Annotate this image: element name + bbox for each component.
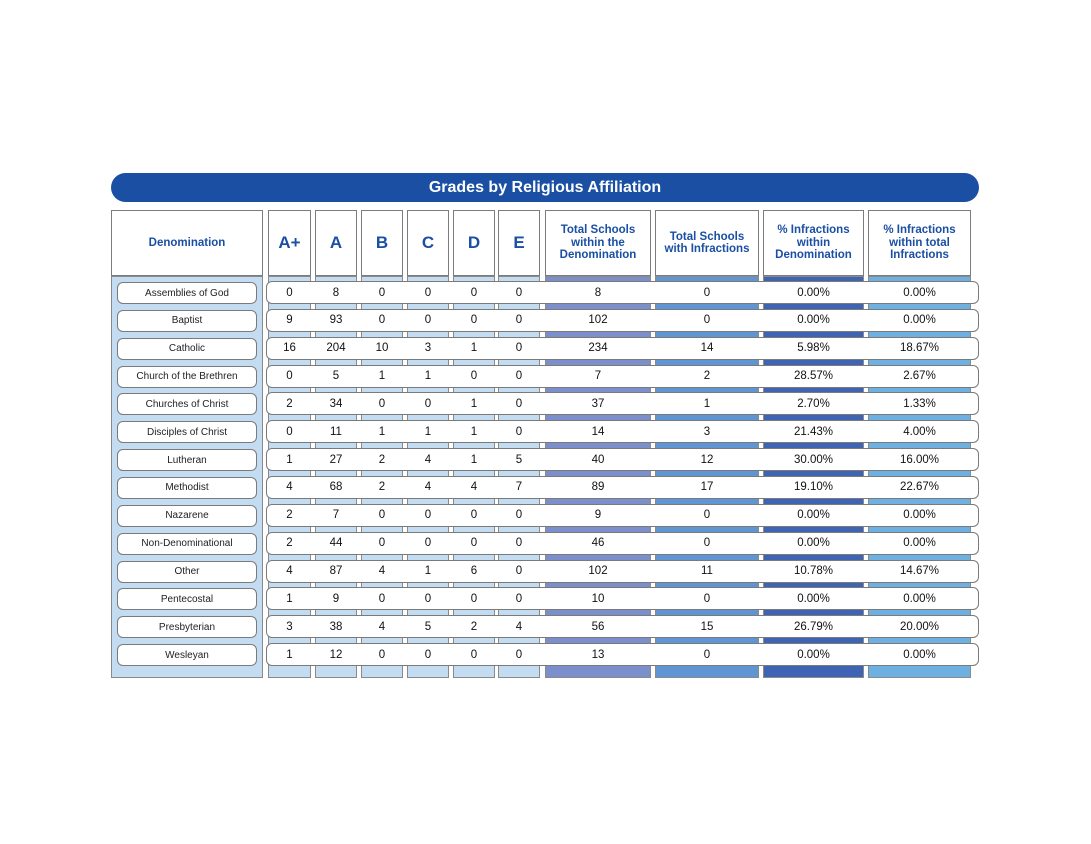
row-label: Non-Denominational [117,533,257,555]
table-cell: 93 [329,314,343,327]
table-cell: 4 [286,481,293,494]
row-label: Disciples of Christ [117,421,257,443]
table-cell: 2.70% [797,397,830,410]
table-cell: 1 [378,370,386,383]
table-cell: 0.00% [903,592,936,605]
column-header: C [407,210,449,276]
table-cell: 0 [378,648,386,661]
column-header: Total Schools with Infractions [655,210,759,276]
table-cell: 2 [286,537,293,550]
row-label: Church of the Brethren [117,366,257,388]
table-cell: 2 [378,453,386,466]
table-cell: 0.00% [903,314,936,327]
table-cell: 4 [424,453,432,466]
table-cell: 9 [594,509,602,522]
table-cell: 68 [329,481,343,494]
table-cell: 0 [703,648,711,661]
table-cell: 21.43% [793,425,833,438]
table-cell: 204 [326,342,346,355]
column-header: D [453,210,495,276]
row-label: Baptist [117,310,257,332]
table-cell: 0.00% [797,286,830,299]
table-cell: 0 [703,314,711,327]
table-cell: 4 [378,620,386,633]
table-cell: 0 [424,314,432,327]
table-cell: 15 [700,620,714,633]
row-label: Churches of Christ [117,393,257,415]
row-label: Wesleyan [117,644,257,666]
table-cell: 0 [424,537,432,550]
table-cell: 0 [378,509,386,522]
table-cell: 0 [286,370,293,383]
table-cell: 1 [703,397,711,410]
table-cell: 0 [515,425,523,438]
table-cell: 1 [470,397,478,410]
table-cell: 1 [286,592,293,605]
table-cell: 0 [378,397,386,410]
table-cell: 0.00% [903,509,936,522]
table-cell: 0 [703,509,711,522]
table-cell: 1 [424,370,432,383]
table-cell: 0 [515,592,523,605]
table-cell: 37 [591,397,605,410]
table-cell: 27 [329,453,343,466]
table-cell: 4 [378,565,386,577]
table-cell: 0 [286,425,293,438]
table-cell: 7 [332,509,340,522]
row-label: Pentecostal [117,588,257,610]
table-cell: 0 [470,370,478,383]
table-cell: 0 [515,565,523,577]
table-cell: 1 [424,565,432,577]
table-cell: 2 [286,509,293,522]
table-cell: 34 [329,397,343,410]
table-cell: 0 [515,509,523,522]
table-cell: 56 [591,620,605,633]
table-cell: 102 [588,565,608,577]
table-cell: 0 [424,592,432,605]
table-cell: 1 [470,453,478,466]
table-cell: 7 [515,481,523,494]
table-cell: 0 [515,314,523,327]
table-cell: 46 [591,537,605,550]
table-cell: 87 [329,565,343,577]
table-cell: 5.98% [797,342,830,355]
table-cell: 44 [329,537,343,550]
table-cell: 0 [424,397,432,410]
table-title: Grades by Religious Affiliation [111,173,979,202]
column-header: % Infractions within total Infractions [868,210,971,276]
table-cell: 89 [591,481,605,494]
table-cell: 0.00% [903,648,936,661]
table-cell: 4 [515,620,523,633]
table-cell: 11 [330,425,342,438]
table-cell: 11 [701,565,713,577]
table-cell: 4 [286,565,293,577]
table-cell: 14.67% [899,565,939,577]
table-cell: 0 [703,592,711,605]
table-cell: 102 [588,314,608,327]
row-label: Nazarene [117,505,257,527]
column-header: B [361,210,403,276]
table-cell: 2 [470,620,478,633]
table-cell: 3 [703,425,711,438]
table-cell: 6 [470,565,478,577]
table-cell: 5 [332,370,340,383]
table-cell: 1 [424,425,432,438]
table-cell: 0 [424,286,432,299]
table-cell: 0.00% [903,537,936,550]
table-cell: 1 [286,453,293,466]
row-label: Assemblies of God [117,282,257,304]
table-cell: 2 [703,370,711,383]
table-cell: 5 [424,620,432,633]
table-cell: 0 [378,286,386,299]
table-cell: 0 [515,537,523,550]
table-cell: 19.10% [793,481,833,494]
table-cell: 0.00% [797,648,830,661]
table-cell: 14 [700,342,714,355]
table-cell: 0.00% [903,286,936,299]
table-cell: 16.00% [899,453,939,466]
row-label: Presbyterian [117,616,257,638]
table-cell: 10 [375,342,389,355]
table-cell: 0 [515,342,523,355]
row-label: Methodist [117,477,257,499]
table-cell: 0 [470,314,478,327]
table-cell: 2.67% [903,370,936,383]
table-cell: 0.00% [797,509,830,522]
table-cell: 0 [470,648,478,661]
table-cell: 8 [594,286,602,299]
table-cell: 17 [700,481,714,494]
column-header: E [498,210,540,276]
table-cell: 0 [515,370,523,383]
table-cell: 0 [424,509,432,522]
column-header: % Infractions within Denomination [763,210,864,276]
table-cell: 0.00% [797,314,830,327]
table-cell: 20.00% [899,620,939,633]
table-cell: 0 [703,286,711,299]
table-cell: 0 [470,509,478,522]
table-cell: 3 [424,342,432,355]
table-cell: 12 [700,453,714,466]
table-cell: 9 [286,314,293,327]
table-cell: 3 [286,620,293,633]
table-cell: 22.67% [899,481,939,494]
table-cell: 0 [286,286,293,299]
table-cell: 1 [378,425,386,438]
table-cell: 0 [470,286,478,299]
table-cell: 4.00% [903,425,936,438]
table-cell: 10.78% [793,565,833,577]
table-cell: 0 [470,592,478,605]
table-cell: 16 [283,342,296,355]
table-cell: 12 [329,648,343,661]
row-label: Lutheran [117,449,257,471]
table-cell: 7 [594,370,602,383]
table-cell: 40 [591,453,605,466]
table-cell: 0.00% [797,592,830,605]
column-header: Total Schools within the Denomination [545,210,651,276]
column-header: A [315,210,357,276]
table-cell: 0 [378,314,386,327]
column-header: A+ [268,210,311,276]
table-cell: 18.67% [899,342,939,355]
table-cell: 234 [588,342,608,355]
table-cell: 2 [378,481,386,494]
table-cell: 10 [591,592,605,605]
table-cell: 28.57% [793,370,833,383]
table-cell: 1 [470,425,478,438]
column-header: Denomination [111,210,263,276]
table-cell: 0 [515,648,523,661]
table-cell: 0 [378,537,386,550]
table-cell: 30.00% [793,453,833,466]
table-cell: 4 [424,481,432,494]
table-cell: 2 [286,397,293,410]
row-label: Catholic [117,338,257,360]
table-cell: 0.00% [797,537,830,550]
table-cell: 0 [470,537,478,550]
table-cell: 5 [515,453,523,466]
table-cell: 14 [591,425,605,438]
table-cell: 0 [515,397,523,410]
row-label: Other [117,561,257,583]
table-cell: 1 [470,342,478,355]
table-cell: 8 [332,286,340,299]
table-cell: 38 [329,620,343,633]
table-cell: 13 [591,648,605,661]
table-cell: 0 [424,648,432,661]
table-cell: 1.33% [903,397,936,410]
table-cell: 0 [515,286,523,299]
table-cell: 0 [378,592,386,605]
table-cell: 9 [332,592,340,605]
table-cell: 4 [470,481,478,494]
table-cell: 0 [703,537,711,550]
table-cell: 26.79% [793,620,833,633]
table-cell: 1 [286,648,293,661]
